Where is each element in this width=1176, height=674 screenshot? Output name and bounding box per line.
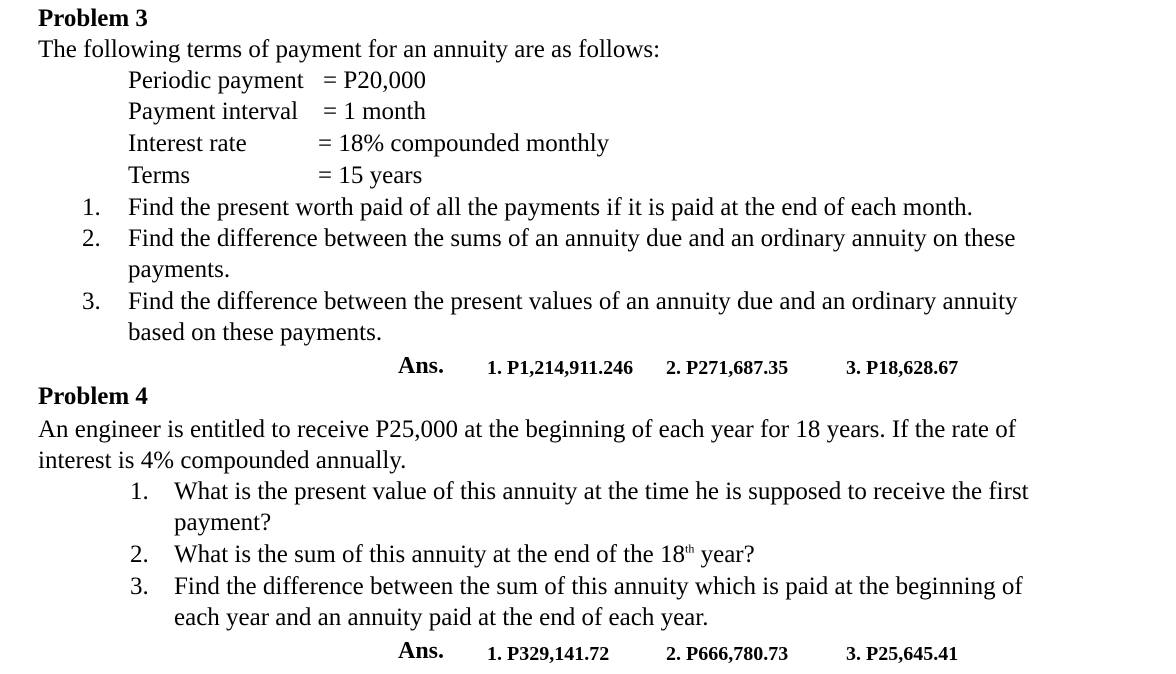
term-value: = 18% compounded monthly (318, 130, 610, 157)
answer-label: Ans. (398, 353, 445, 379)
term-label: Terms (128, 162, 191, 189)
answer-3: 3. P18,628.67 (846, 357, 959, 379)
term-value: = 15 years (318, 162, 423, 189)
question-number: 3. (130, 573, 149, 600)
answer-1: 1. P329,141.72 (487, 643, 610, 665)
term-value: = 1 month (323, 98, 426, 125)
question-text-main: What is the sum of this annuity at the end of the 18 (174, 541, 686, 568)
answer-2: 2. P666,780.73 (666, 643, 789, 665)
question-text: What is the present value of this annuity at the time he is supposed to receive the first (174, 478, 1029, 505)
problem-3-heading: Problem 3 (38, 5, 148, 32)
term-label: Periodic payment (128, 67, 304, 94)
question-text: Find the difference between the sum of this annuity which is paid at the beginning of (174, 573, 1023, 600)
term-value: = P20,000 (323, 67, 427, 94)
question-number: 1. (82, 194, 101, 221)
term-label: Payment interval (128, 98, 299, 125)
question-text: each year and an annuity paid at the end of each year. (174, 604, 709, 631)
question-number: 2. (130, 541, 149, 568)
question-text-tail: year? (694, 541, 755, 568)
question-text: Find the present worth paid of all the payments if it is paid at the end of each month. (128, 194, 973, 221)
answer-3: 3. P25,645.41 (846, 643, 959, 665)
answer-2: 2. P271,687.35 (666, 357, 789, 379)
question-number: 2. (82, 225, 101, 252)
question-text: Find the difference between the present values of an annuity due and an ordinary annuity (128, 288, 1018, 315)
question-text (174, 540, 755, 570)
answer-label: Ans. (398, 638, 445, 664)
problem-4-intro: interest is 4% compounded annually. (38, 447, 407, 474)
term-label: Interest rate (128, 130, 247, 157)
problem-4-heading: Problem 4 (38, 383, 148, 410)
question-text: Find the difference between the sums of an annuity due and an ordinary annuity on these (128, 225, 1016, 252)
question-text: payment? (174, 509, 272, 536)
question-number: 3. (82, 288, 101, 315)
question-text: based on these payments. (128, 319, 383, 346)
answer-1: 1. P1,214,911.246 (487, 357, 634, 379)
ordinal-suffix: th (685, 541, 695, 556)
question-number: 1. (130, 478, 149, 505)
question-text: payments. (128, 256, 231, 283)
problem-3-intro: The following terms of payment for an annuity are as follows: (38, 36, 661, 63)
problem-4-intro: An engineer is entitled to receive P25,000 at the beginning of each year for 18 years. If the rate of (38, 416, 1017, 443)
